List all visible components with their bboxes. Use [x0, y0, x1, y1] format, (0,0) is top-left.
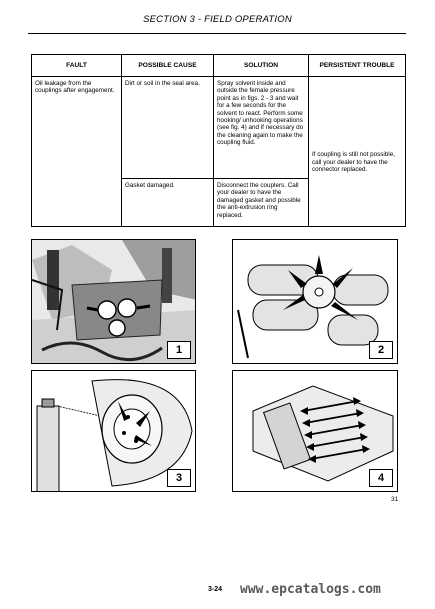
figure-number: 3	[167, 469, 191, 487]
table-row	[32, 77, 406, 179]
fault-table	[31, 54, 406, 227]
header-rule	[28, 33, 406, 34]
column-header-persistent-trouble: PERSISTENT TROUBLE	[309, 55, 406, 77]
column-header-fault: FAULT	[32, 55, 122, 77]
persistent-trouble-cell: If coupling is still not possible, call your dealer to have the connector replaced.	[309, 77, 406, 227]
sheet-number: 31	[391, 496, 399, 503]
column-header-solution: SOLUTION	[214, 55, 309, 77]
figure-2	[232, 239, 398, 364]
fault-cell: Oil leakage from the couplings after engagement.	[32, 77, 122, 227]
column-header-possible-cause: POSSIBLE CAUSE	[122, 55, 214, 77]
page-number: 3-24	[208, 586, 223, 593]
section-title: SECTION 3 - FIELD OPERATION	[143, 14, 292, 25]
figure-4	[232, 370, 398, 492]
cause-cell: Dirt or soil in the seal area.	[122, 77, 214, 179]
figure-1	[31, 239, 196, 364]
cause-cell: Gasket damaged.	[122, 179, 214, 227]
solution-cell: Disconnect the couplers. Call your dealer to have the damaged gasket and possible the anti-extrusion ring replaced.	[214, 179, 309, 227]
figure-number: 2	[369, 341, 393, 359]
figure-number: 1	[167, 341, 191, 359]
table-header-row	[32, 55, 406, 77]
watermark-text: www.epcatalogs.com	[240, 582, 381, 597]
solution-cell: Spray solvent inside and outside the female pressure point as in figs. 2 - 3 and wait for a few seconds for the solvent to react. Perform some hooking/ unhooking operations (see fig. 4) and if necessary do the cleaning again to make the coupling fluid.	[214, 77, 309, 179]
figure-3	[31, 370, 196, 492]
figure-number: 4	[369, 469, 393, 487]
